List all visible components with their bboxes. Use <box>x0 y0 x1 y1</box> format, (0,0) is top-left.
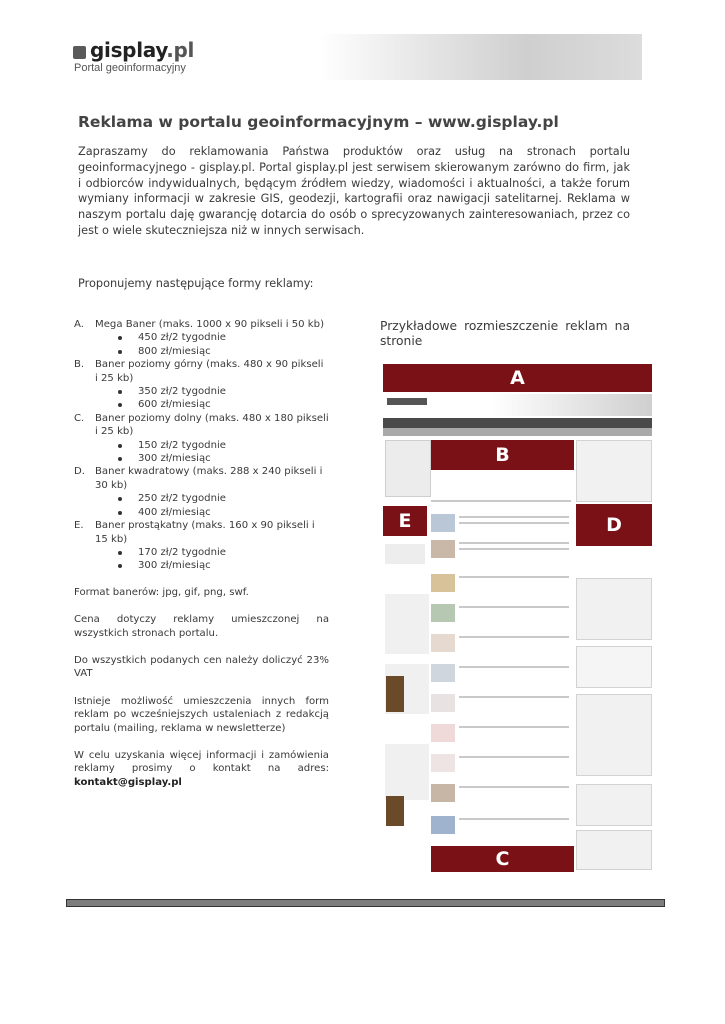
mock-sidebar-block <box>385 594 429 654</box>
banner-formats: Format banerów: jpg, gif, png, swf. <box>74 586 249 598</box>
package-marker: D. <box>74 466 85 478</box>
mock-right-block <box>576 694 652 776</box>
mock-article-thumb <box>431 574 455 592</box>
placement-a-banner: A <box>383 364 652 392</box>
mock-partner-logos <box>576 646 652 688</box>
package-list <box>74 318 329 573</box>
offer-lead: Proponujemy następujące formy reklamy: <box>78 277 314 290</box>
package-name: Baner prostąkatny (maks. 160 x 90 pikseli i 15 kb) <box>95 520 315 545</box>
price-item: 250 zł/2 tygodnie <box>138 492 329 505</box>
contact-email-link[interactable]: kontakt@gisplay.pl <box>74 776 182 788</box>
mock-article <box>459 542 569 544</box>
package-item-a <box>74 318 329 358</box>
price-item: 800 zł/miesiąc <box>138 345 329 358</box>
mock-article <box>459 696 569 698</box>
mock-article <box>459 786 569 788</box>
logo-subtitle: Portal geoinformacyjny <box>74 62 186 74</box>
mock-article-thumb <box>431 694 455 712</box>
price-item: 450 zł/2 tygodnie <box>138 331 329 344</box>
price-item: 350 zł/2 tygodnie <box>138 385 329 398</box>
price-item: 600 zł/miesiąc <box>138 398 329 411</box>
package-item-d <box>74 465 329 519</box>
mock-right-block <box>576 440 652 502</box>
contact-text: W celu uzyskania więcej informacji i zamówienia reklamy prosimy o kontakt na adres: <box>74 749 329 775</box>
mock-article-thumb <box>431 604 455 622</box>
mock-book-cover <box>386 676 404 712</box>
mock-article <box>459 576 569 578</box>
mock-article <box>459 606 569 608</box>
price-list <box>95 546 329 573</box>
price-list <box>95 331 329 358</box>
price-list <box>95 492 329 519</box>
package-marker: C. <box>74 412 85 424</box>
price-list <box>95 439 329 466</box>
mock-article <box>459 636 569 638</box>
package-name: Mega Baner (maks. 1000 x 90 pikseli i 50 kb) <box>95 319 325 330</box>
note-vat: Do wszystkich podanych cen należy doliczyć 23% VAT <box>74 654 329 680</box>
contact-paragraph <box>74 749 329 789</box>
mock-article-thumb <box>431 816 455 834</box>
price-item: 300 zł/miesiąc <box>138 452 329 465</box>
mock-sidebar-menu <box>385 440 431 497</box>
package-item-e <box>74 519 329 573</box>
package-name: Baner poziomy dolny (maks. 480 x 180 pikseli i 25 kb) <box>95 412 329 438</box>
mock-article-thumb <box>431 784 455 802</box>
note-other-forms: Istnieje możliwość umieszczenia innych form reklam po wcześniejszych ustaleniach z redakcją portalu (mailing, reklama w newsletterze) <box>74 695 329 734</box>
mock-book-cover <box>386 796 404 826</box>
note-price-scope: Cena dotyczy reklamy umieszczonej na wszystkich stronach portalu. <box>74 614 329 639</box>
price-item: 300 zł/miesiąc <box>138 559 329 572</box>
placement-d-banner: D <box>576 504 652 546</box>
logo-square-icon <box>73 46 86 59</box>
mock-article <box>459 666 569 668</box>
placement-e-banner: E <box>383 506 427 536</box>
ad-placement-mockup <box>383 364 652 872</box>
mock-sidebar-block <box>385 544 425 564</box>
mock-right-block <box>576 578 652 640</box>
mock-article-thumb <box>431 514 455 532</box>
placement-b-banner: B <box>431 440 574 470</box>
footer-rule <box>66 899 665 907</box>
mock-article-thumb <box>431 724 455 742</box>
example-caption: Przykładowe rozmieszczenie reklam na stronie <box>380 319 630 348</box>
mock-right-block <box>576 830 652 870</box>
package-item-c <box>74 412 329 466</box>
gisplay-logo <box>73 38 194 62</box>
logo-tld: .pl <box>166 38 195 62</box>
mock-subnav <box>383 428 652 436</box>
mock-nav-bar <box>383 418 652 428</box>
mock-poll-block <box>576 784 652 826</box>
mock-article <box>459 818 569 820</box>
mock-article-thumb <box>431 540 455 558</box>
intro-paragraph: Zapraszamy do reklamowania Państwa produktów oraz usług na stronach portalu geoinformacyjnego - gisplay.pl. Portal gisplay.pl jest serwisem skierowanym zarówno do firm, jak i odbiorców indywidualnych, będącym źródłem wiedzy, wiadomości i aktualności, a także forum wymiany informacji w zakresie GIS, geodezji, kartografii oraz nawigacji satelitarnej. Reklama w naszym portalu daję gwarancję dotarcia do osób o sprecyzowanych zainteresowaniach, przez co jest o wiele skuteczniejsza niż w innych serwisach. <box>78 145 630 237</box>
package-item-b <box>74 358 329 412</box>
package-marker: A. <box>74 319 84 330</box>
mock-article-thumb <box>431 634 455 652</box>
mock-article <box>431 500 571 502</box>
mock-article <box>459 726 569 728</box>
ad-packages-column <box>74 318 329 789</box>
price-item: 400 zł/miesiąc <box>138 506 329 519</box>
mock-article <box>459 756 569 758</box>
mock-article-thumb <box>431 754 455 772</box>
price-list <box>95 385 329 412</box>
price-item: 170 zł/2 tygodnie <box>138 546 329 559</box>
mock-sidebar-block <box>385 744 429 800</box>
mock-article <box>459 548 569 550</box>
mock-article <box>459 516 569 518</box>
mock-article-thumb <box>431 664 455 682</box>
mock-logo <box>387 398 427 405</box>
package-marker: B. <box>74 359 85 371</box>
package-marker: E. <box>74 520 84 532</box>
mock-article <box>459 522 569 524</box>
package-name: Baner poziomy górny (maks. 480 x 90 pikseli i 25 kb) <box>95 359 324 384</box>
logo-text: gisplay <box>90 38 167 62</box>
placement-c-banner: C <box>431 846 574 872</box>
price-item: 150 zł/2 tygodnie <box>138 439 329 452</box>
page-title: Reklama w portalu geoinformacyjnym – www.gisplay.pl <box>78 113 559 131</box>
package-name: Baner kwadratowy (maks. 288 x 240 pikseli i 30 kb) <box>95 466 323 491</box>
